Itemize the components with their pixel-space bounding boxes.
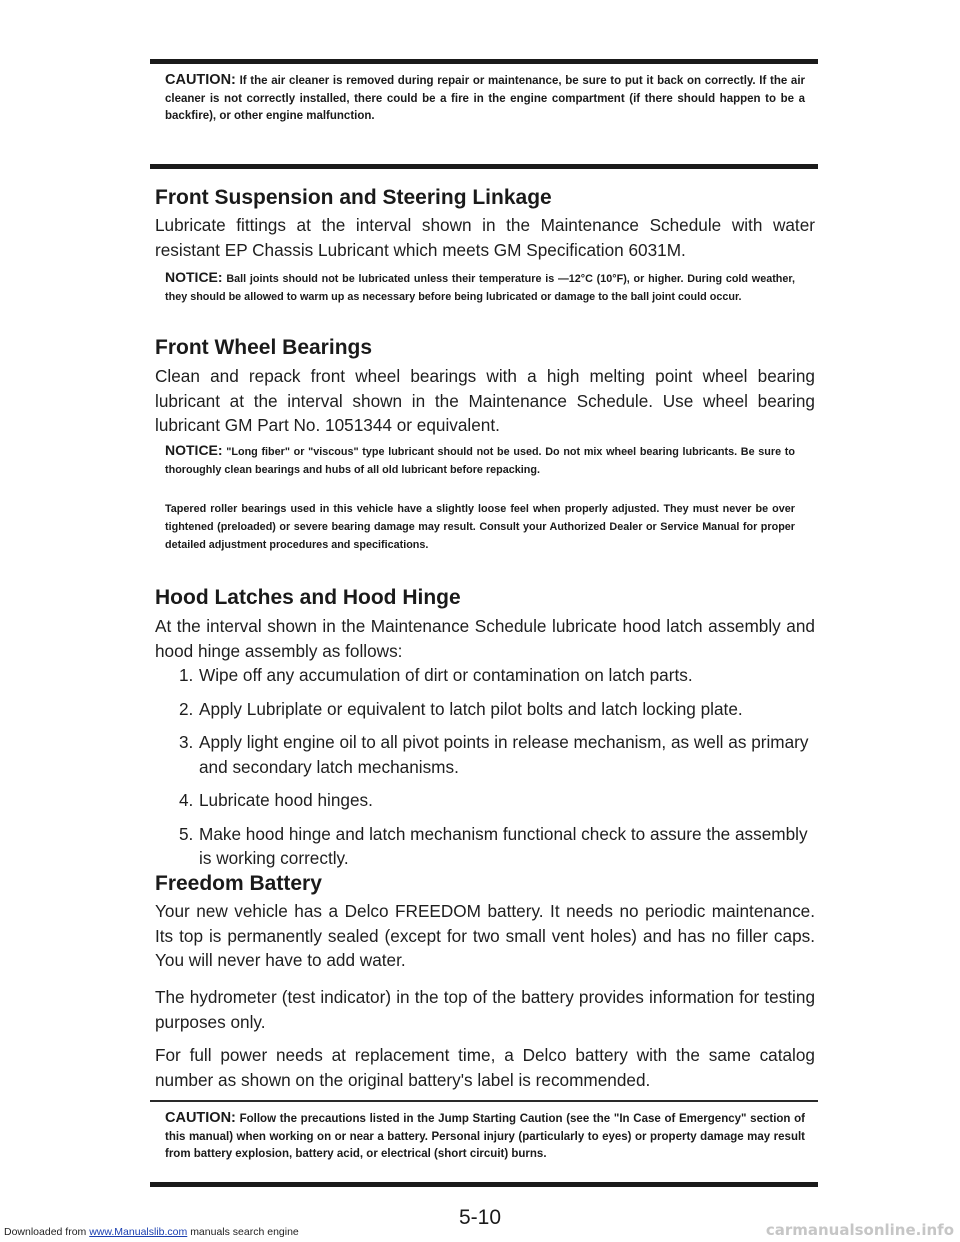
front-wheel-body: Clean and repack front wheel bearings with a high melting point wheel bearing lubricant at the interval shown in the Maintenance Schedule. Use wheel bearing lubricant GM Part No. 1051344 or equivalent.: [155, 366, 815, 435]
battery-p3: For full power needs at replacement time, a Delco battery with the same catalog number as shown on the original battery's label is recommended.: [155, 1045, 815, 1090]
caution-top-label: CAUTION:: [165, 72, 236, 88]
battery-p2: The hydrometer (test indicator) in the top of the battery provides information for testing purposes only.: [155, 987, 815, 1032]
front-suspension-body: Lubricate fittings at the interval shown in the Maintenance Schedule with water resistant EP Chassis Lubricant which meets GM Specification 6031M.: [155, 215, 815, 260]
front-wheel-notice-2: Tapered roller bearings used in this vehicle have a slightly loose feel when properly adjusted. They must never be over tightened (preloaded) or severe bearing damage may result. Consult your Authorized Dealer or Service Manual for proper detailed adjustment procedures and specifications.: [165, 503, 795, 551]
list-item: 2. Apply Lubriplate or equivalent to latch pilot bolts and latch locking plate.: [179, 698, 743, 719]
notice-label: NOTICE:: [165, 269, 223, 285]
front-suspension-heading: Front Suspension and Steering Linkage: [155, 186, 552, 209]
watermark: carmanualsonline.info: [765, 1221, 954, 1239]
footer-suffix: manuals search engine: [190, 1226, 299, 1238]
caution-bottom-label: CAUTION:: [165, 1110, 236, 1126]
caution-top-text: If the air cleaner is removed during repair or maintenance, be sure to put it back on correctly. If the air cleaner is not correctly installed, there could be a fire in the engine compartment (if there should happen to be a backfire), or other engine malfunction.: [165, 75, 805, 122]
download-footer: [4, 1226, 299, 1238]
caution-bottom-bottom-rule: [150, 1182, 818, 1187]
battery-p1: Your new vehicle has a Delco FREEDOM battery. It needs no periodic maintenance. Its top is permanently sealed (except for two small vent holes) and has no filler caps. You will never have to add water.: [155, 901, 815, 970]
hood-steps: [155, 663, 815, 880]
hood-body: At the interval shown in the Maintenance Schedule lubricate hood latch assembly and hood hinge assembly as follows:: [155, 616, 815, 661]
manualslib-link[interactable]: www.Manualslib.com: [89, 1226, 188, 1238]
notice-text: "Long fiber" or "viscous" type lubricant should not be used. Do not mix wheel bearing lubricants. Be sure to thoroughly clean bearings and hubs of all old lubricant before repacking.: [165, 446, 795, 476]
caution-bottom-text: Follow the precautions listed in the Jump Starting Caution (see the "In Case of Emergency" section of this manual) when working on or near a battery. Personal injury (particularly to eyes) or property damage may result from battery explosion, battery acid, or electrical (short circuit) burns.: [165, 1113, 805, 1160]
caution-top-rule: [150, 59, 818, 64]
hood-heading: Hood Latches and Hood Hinge: [155, 586, 461, 609]
front-wheel-heading: Front Wheel Bearings: [155, 336, 373, 359]
caution-top: [165, 72, 805, 126]
footer-prefix: Downloaded from: [4, 1226, 87, 1238]
caution-bottom: [165, 1110, 805, 1164]
notice-label: NOTICE:: [165, 442, 223, 458]
list-item: 4. Lubricate hood hinges.: [179, 790, 373, 810]
page-number: 5-10: [458, 1206, 502, 1229]
caution-bottom-rule: [150, 1100, 818, 1102]
front-wheel-notice: [165, 441, 795, 479]
caution-top-bottom-rule: [150, 164, 818, 169]
list-item: 5. Make hood hinge and latch mechanism functional check to assure the assembly is working correctly.: [179, 823, 808, 868]
battery-heading: Freedom Battery: [155, 872, 322, 895]
list-item: 3. Apply light engine oil to all pivot points in release mechanism, as well as primary and secondary latch mechanisms.: [179, 732, 809, 777]
notice-text: Ball joints should not be lubricated unless their temperature is —12°C (10°F), or higher. During cold weather, they should be allowed to warm up as necessary before being lubricated or damage to the ball joint could occur.: [165, 273, 796, 303]
list-item: 1. Wipe off any accumulation of dirt or contamination on latch parts.: [179, 665, 693, 685]
front-suspension-notice: [165, 268, 795, 306]
